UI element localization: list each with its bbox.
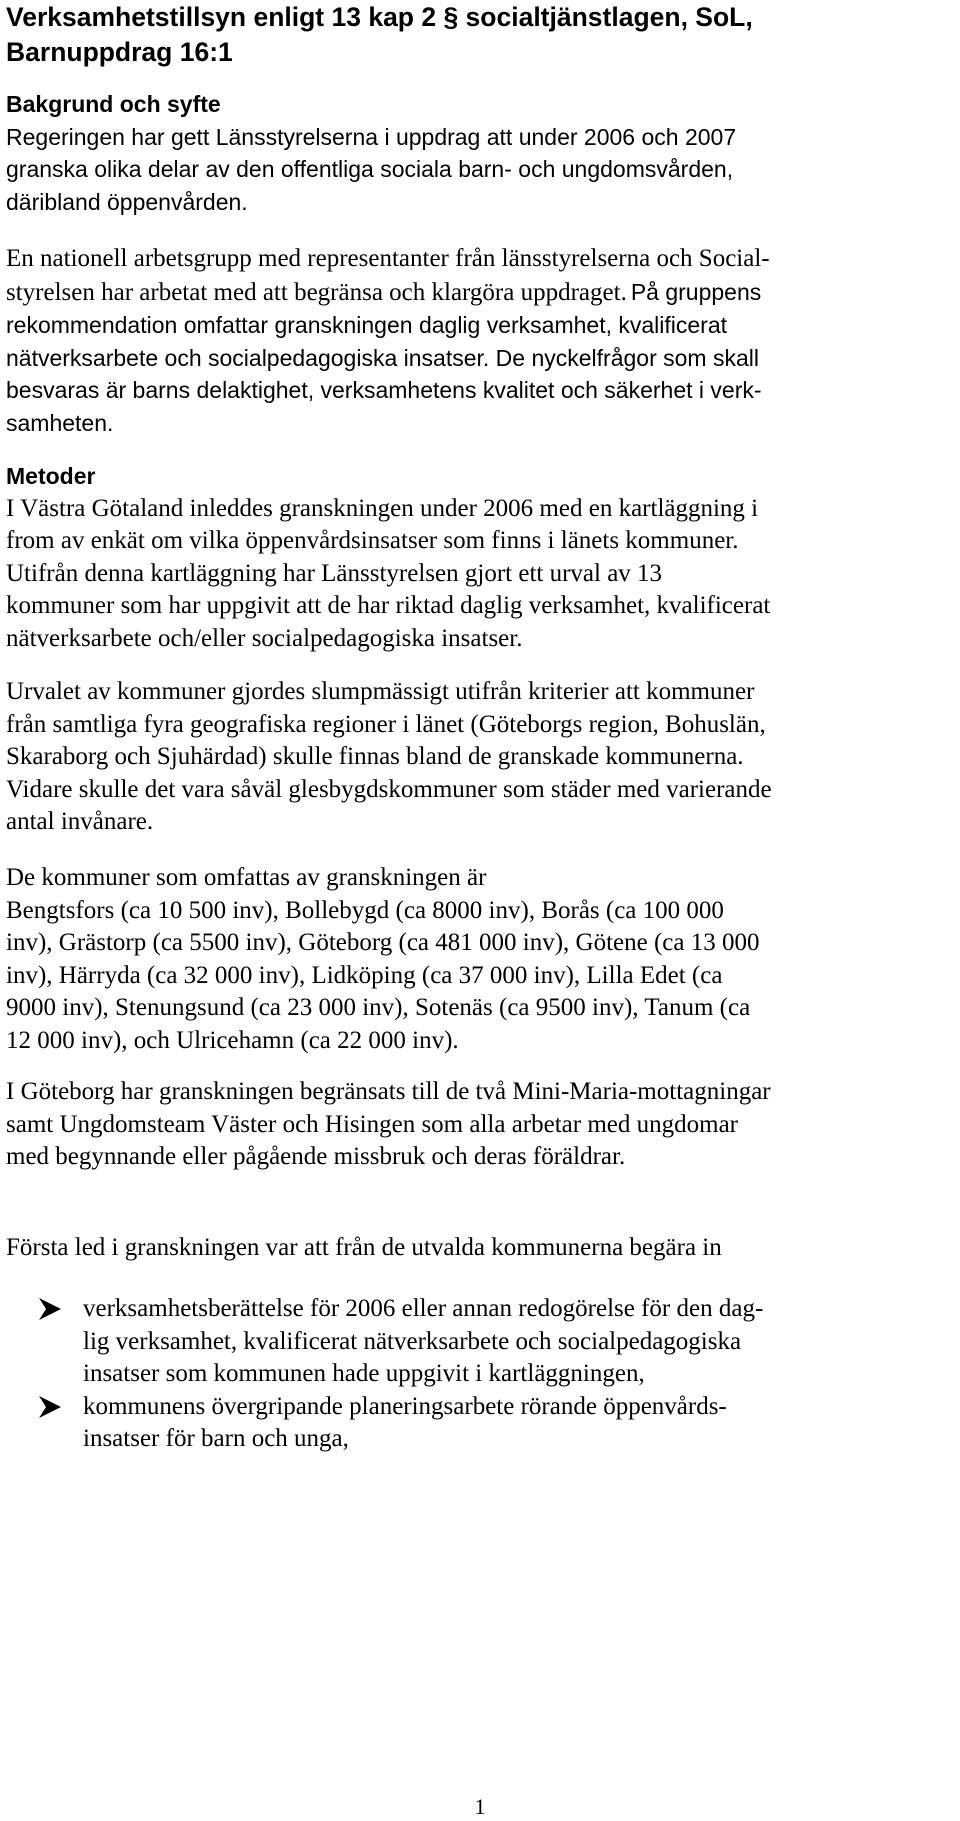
- paragraph-arbetsgrupp: [6, 243, 946, 439]
- section-bakgrund: [6, 88, 946, 218]
- paragraph-line: däribland öppenvården.: [6, 188, 248, 215]
- paragraph-forsta-led: [6, 1232, 946, 1265]
- section-heading: Metoder: [6, 463, 96, 489]
- paragraph-line: Första led i granskningen var att från de utvalda kommunerna begära in: [6, 1234, 722, 1261]
- bullet-list: [6, 1293, 946, 1456]
- arrowhead-bullet-icon: [36, 1391, 66, 1423]
- document-title: [6, 0, 946, 70]
- paragraph-line: De kommuner som omfattas av granskningen är: [6, 864, 487, 891]
- paragraph-line: I Göteborg har granskningen begränsats till de två Mini-Maria-mottagningar: [6, 1078, 771, 1105]
- paragraph-line: nätverksarbete och socialpedagogiska insatser. De nyckelfrågor som skall: [6, 344, 759, 371]
- paragraph-line: antal invånare.: [6, 808, 154, 835]
- paragraph-line: Skaraborg och Sjuhärdad) skulle finnas bland de granskade kommunerna.: [6, 743, 744, 770]
- paragraph-line: rekommendation omfattar granskningen daglig verksamhet, kvalificerat: [6, 312, 728, 338]
- list-item-line: verksamhetsberättelse för 2006 eller annan redogörelse för den dag-: [83, 1295, 764, 1322]
- paragraph-line: besvaras är barns delaktighet, verksamhetens kvalitet och säkerhet i verk-: [6, 377, 762, 403]
- list-item-line: insatser för barn och unga,: [83, 1425, 349, 1452]
- paragraph-line: kommuner som har uppgivit att de har riktad daglig verksamhet, kvalificerat: [6, 592, 771, 619]
- list-item: [6, 1391, 946, 1456]
- section-heading: Bakgrund och syfte: [6, 91, 221, 117]
- paragraph-line: I Västra Götaland inleddes granskningen under 2006 med en kartläggning i: [6, 494, 759, 522]
- paragraph-line: inv), Härryda (ca 32 000 inv), Lidköping (ca 37 000 inv), Lilla Edet (ca: [6, 961, 723, 989]
- paragraph-line: från samtliga fyra geografiska regioner i länet (Göteborgs region, Bohuslän,: [6, 710, 766, 738]
- paragraph-line: Urvalet av kommuner gjordes slumpmässigt utifrån kriterier att kommuner: [6, 678, 755, 705]
- paragraph-line: styrelsen har arbetat med att begränsa och klargöra uppdraget.: [6, 278, 627, 306]
- paragraph-line: samt Ungdomsteam Väster och Hisingen som alla arbetar med ungdomar: [6, 1110, 738, 1138]
- paragraph-urval: [6, 676, 946, 839]
- paragraph-line: inv), Grästorp (ca 5500 inv), Göteborg (ca 481 000 inv), Götene (ca 13 000: [6, 929, 760, 956]
- paragraph-line: 12 000 inv), och Ulricehamn (ca 22 000 inv).: [6, 1026, 459, 1054]
- paragraph-line: Regeringen har gett Länsstyrelserna i uppdrag att under 2006 och 2007: [6, 123, 737, 150]
- list-item-line: insatser som kommunen hade uppgivit i kartläggningen,: [83, 1360, 645, 1387]
- title-line: Verksamhetstillsyn enligt 13 kap 2 § socialtjänstlagen, SoL,: [6, 2, 753, 32]
- page-number: 1: [474, 1794, 486, 1819]
- paragraph-line: samheten.: [6, 409, 114, 436]
- paragraph-kommuner: [6, 862, 946, 1057]
- paragraph-line: Bengtsfors (ca 10 500 inv), Bollebygd (ca 8000 inv), Borås (ca 100 000: [6, 896, 724, 924]
- section-metoder: [6, 460, 946, 655]
- list-item-line: lig verksamhet, kvalificerat nätverksarbete och socialpedagogiska: [83, 1327, 742, 1355]
- paragraph-line: nätverksarbete och/eller socialpedagogiska insatser.: [6, 624, 523, 652]
- paragraph-line: 9000 inv), Stenungsund (ca 23 000 inv), Sotenäs (ca 9500 inv), Tanum (ca: [6, 994, 751, 1021]
- paragraph-line: med begynnande eller pågående missbruk och deras föräldrar.: [6, 1143, 626, 1170]
- paragraph-line: Vidare skulle det vara såväl glesbygdskommuner som städer med varierande: [6, 775, 772, 803]
- paragraph-line: granska olika delar av den offentliga sociala barn- och ungdomsvården,: [6, 156, 734, 182]
- paragraph-line: from av enkät om vilka öppenvårdsinsatser som finns i länets kommuner.: [6, 527, 739, 554]
- arrowhead-bullet-icon: [36, 1293, 66, 1325]
- paragraph-line-tail: På gruppens: [630, 278, 762, 305]
- list-item: [6, 1293, 946, 1391]
- list-item-line: kommunens övergripande planeringsarbete rörande öppenvårds-: [83, 1392, 727, 1420]
- paragraph-line: Utifrån denna kartläggning har Länsstyrelsen gjort ett urval av 13: [6, 559, 663, 587]
- title-line: Barnuppdrag 16:1: [6, 37, 233, 67]
- paragraph-goteborg: [6, 1076, 946, 1174]
- paragraph-line: En nationell arbetsgrupp med representanter från länsstyrelserna och Social-: [6, 245, 770, 272]
